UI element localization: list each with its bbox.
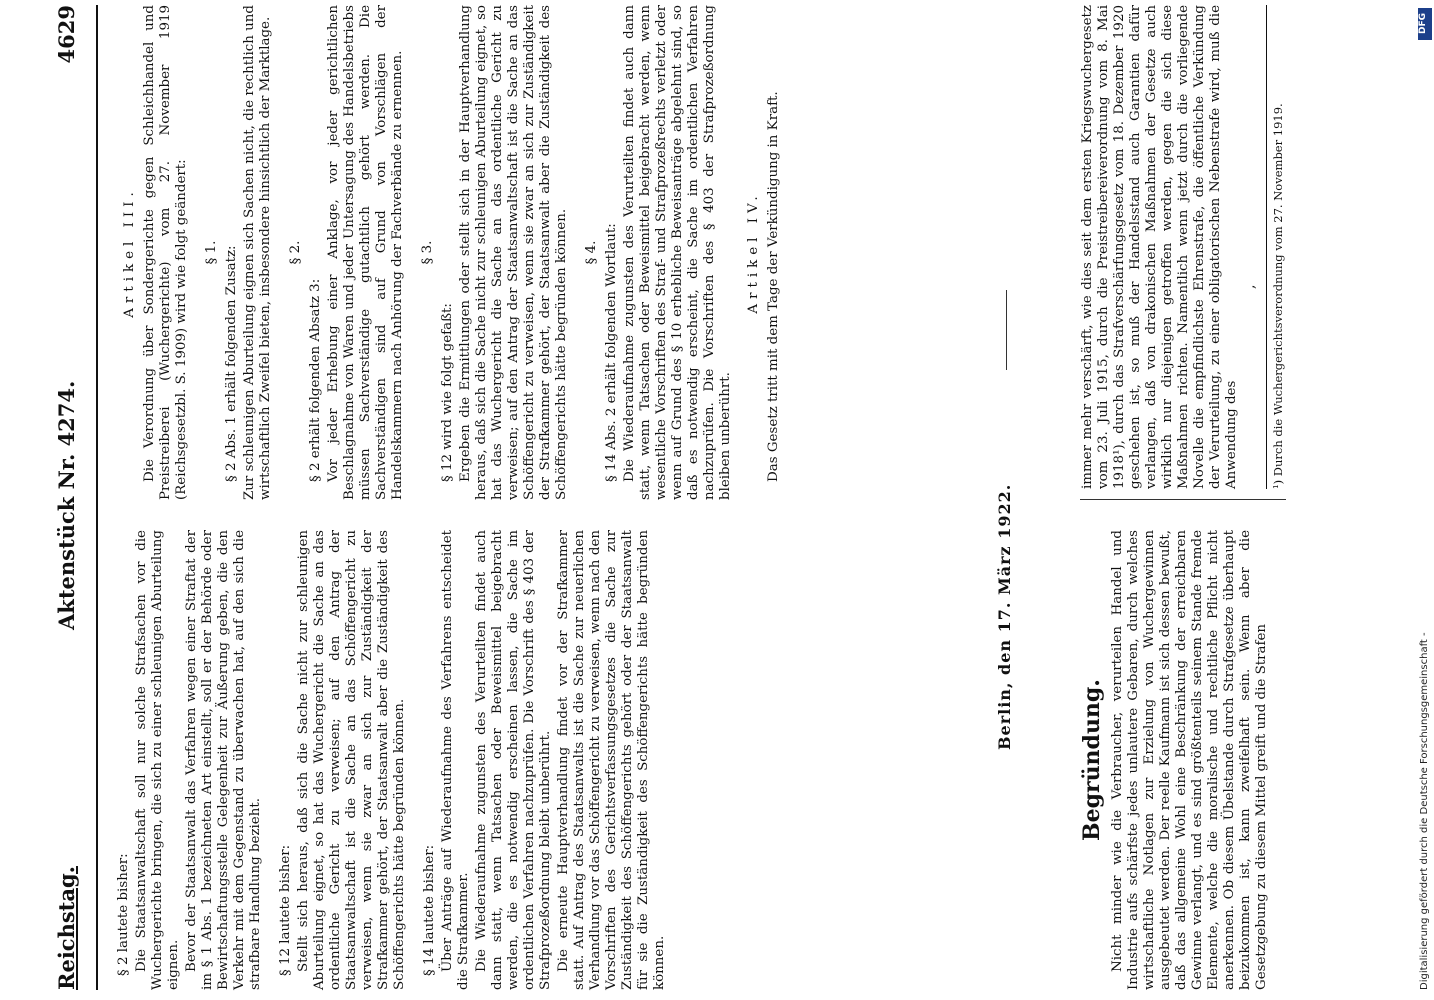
paragraph: immer mehr verschärft, wie dies seit dem ersten Kriegswuchergesetz vom 23. Juli 1915, durch die Preistreibereiverordnung vom 8. Mai 1918¹), durch das Strafverschärfungsgesetz vom 18. Dezember 1920 geschehen ist, so muß der Handelsstand auch Garantien dafür verlangen, daß von drakonischen Maßnahmen der Gesetze auch wirklich nur diejenigen getroffen werden, gegen die sich diese Maßnahmen richten. Namentlich wenn jetzt durch die vorliegende Novelle die empfindlichste Ehrenstrafe, die öffentliche Verkündung der Verurteilung, zu einer obligatorischen Nebenstrafe wird, muß die Anwendung des xyxy=(1080,5,1239,489)
paragraph: § 14 Abs. 2 erhält folgenden Wortlaut: xyxy=(604,223,619,482)
artikel-heading: Artikel III. xyxy=(122,187,137,318)
artikel-heading: Artikel IV. xyxy=(746,191,761,314)
divider xyxy=(1006,290,1007,370)
paragraph: § 2 Abs. 1 erhält folgenden Zusatz: xyxy=(224,245,239,482)
mark: , xyxy=(1242,284,1258,289)
logo-text: DFG xyxy=(1418,12,1428,34)
header-title: Aktenstück Nr. 4274. xyxy=(54,380,79,630)
paragraph: § 2 erhält folgenden Absatz 3: xyxy=(308,278,323,482)
paragraph: Stellt sich heraus, daß sich die Sache nicht zur schleunigen Aburteilung eignet, so hat das Wuchergericht die Sache an das ordentliche Gericht zu verweisen; auf den Antrag der Staatsanwaltschaft ist die Sache an das Schöffengericht zu verweisen, wenn sie zwar an sich zur Zuständigkeit der Strafkammer gehört, der Staatsanwalt aber die Zuständigkeit des Schöffengerichts hätte begründen können. xyxy=(296,530,407,990)
paragraph: Die Staatsanwaltschaft soll nur solche Strafsachen vor die Wuchergerichte bringen, die sich zu einer schleunigen Aburteilung eignen. xyxy=(134,530,181,990)
section-title: Begründung. xyxy=(1079,679,1105,841)
para-head: § 12 lautete bisher: xyxy=(278,844,293,976)
document-page xyxy=(20,5,1412,990)
paragraph: § 12 wird wie folgt gefaßt: xyxy=(440,303,455,482)
page-number: 4629 xyxy=(54,5,79,64)
para-head: § 14 lautete bisher: xyxy=(422,844,437,976)
begruendung-left xyxy=(1080,530,1272,990)
page-header xyxy=(54,5,98,990)
paragraph: Die Wiederaufnahme zugunsten des Verurteilten findet auch dann statt, wenn Tatsachen oder Beweismittel beigebracht werden, wenn wesentliche Vorschriften des Straf- und Strafprozeßrechts verletzt oder wenn auf Grund des § 10 erhebliche Beweisanträge abgelehnt sind, so daß es notwendig erscheint, die Sache im ordentlichen Verfahren nachzuprüfen. Die Vorschriften des § 403 der Strafprozeßordnung bleiben unberührt. xyxy=(622,5,733,500)
paragraph: Ergeben die Ermittlungen oder stellt sich in der Hauptverhandlung heraus, daß sich die Sache nicht zur schleunigen Aburteilung eignet, so hat das Wuchergericht die Sache an das ordentliche Gericht zu verweisen; auf den Antrag der Staatsanwaltschaft ist die Sache an das Schöffengericht zu verweisen, wenn sie zwar an sich zur Zuständigkeit der Strafkammer gehört, der Staatsanwalt aber die Zuständigkeit des Schöffengerichts hätte begründen können. xyxy=(458,5,569,500)
begruendung-right xyxy=(1080,5,1286,500)
right-column-top xyxy=(116,5,784,500)
paragraph: Zur schleunigen Aburteilung eignen sich Sachen nicht, die rechtlich und wirtschaftlich Zweifel bieten, insbesondere hinsichtlich der Marktlage. xyxy=(242,5,273,500)
left-column-top xyxy=(116,530,670,990)
section-number: § 3. xyxy=(420,240,435,265)
paragraph: Nicht minder wie die Verbraucher, verurteilen Handel und Industrie aufs schärfste jedes unlautere Gebaren, durch welches wirtschaftliche Notlagen zur Erzielung von Wuchergewinnen ausgebeutet werden. Der reelle Kaufmann ist sich dessen bewußt, daß das allgemeine Wohl eine Beschränkung der erreichbaren Gewinne verlangt, und es sind größtenteils seinem Stande fremde Elemente, welche die moralische und rechtliche Pflicht nicht anerkennen. Ob diesem Übelstande durch Strafgesetze überhaupt beizukommen ist, kann zweifelhaft sein. Wenn aber die Gesetzgebung zu diesem Mittel greift und die Strafen xyxy=(1110,530,1269,990)
header-rule xyxy=(96,5,98,990)
para-head: § 2 lautete bisher: xyxy=(116,853,131,976)
funding-notice: Digitalisierung gefördert durch die Deutsche Forschungsgemeinschaft - xyxy=(1419,632,1430,990)
footnote: ¹) Durch die Wuchergerichtsverordnung vom 27. November 1919. xyxy=(1266,5,1286,489)
paragraph: Die Wiederaufnahme zugunsten des Verurteilten findet auch dann statt, wenn Tatsachen oder Beweismittel beigebracht werden, die es notwendig erscheinen lassen, die Sache im ordentlichen Verfahren nachzuprüfen. Die Vorschrift des § 403 der Strafprozeßordnung bleibt unberührt. xyxy=(474,530,553,990)
section-number: § 4. xyxy=(584,240,599,265)
section-number: § 1. xyxy=(204,240,219,265)
paragraph: Das Gesetz tritt mit dem Tage der Verkündigung in Kraft. xyxy=(766,91,781,482)
section-number: § 2. xyxy=(288,240,303,265)
paragraph: Bevor der Staatsanwalt das Verfahren wegen einer Straftat der im § 1 Abs. 1 bezeichneten Art einstellt, soll er der Behörde oder Bewirtschaftungsstelle Gelegenheit zur Äußerung geben, die den Verkehr mit dem Gegenstand zu überwachen hat, auf den sich die strafbare Handlung bezieht. xyxy=(184,530,263,990)
signature-block xyxy=(995,250,1013,750)
paragraph: Die erneute Hauptverhandlung findet vor der Strafkammer statt. Auf Antrag des Staatsanwalts ist die Sache zur neuerlichen Verhandlung vor das Schöffengericht zu verweisen, wenn nach den Vorschriften des Gerichtsverfassungsgesetzes die Sache zur Zuständigkeit des Schöffengerichts gehört oder der Staatsanwalt für sie die Zuständigkeit des Schöffengerichts hätte begründen können. xyxy=(556,530,667,990)
header-left: Reichstag. xyxy=(54,866,79,990)
digitization-sidebar xyxy=(1418,0,1432,1000)
paragraph: Vor jeder Erhebung einer Anklage, vor jeder gerichtlichen Beschlagnahme von Waren und jeder Untersagung des Handelsbetriebs müssen Sachverständige gutachtlich gehört werden. Die Sachverständigen sind auf Grund von Vorschlägen der Handelskammern nach Anhörung der Fachverbände zu ernennen. xyxy=(326,5,405,500)
paragraph: Die Verordnung über Sondergerichte gegen Schleichhandel und Preistreiberei (Wuchergerichte) vom 27. November 1919 (Reichsgesetzbl. S. 1909) wird wie folgt geändert: xyxy=(142,5,189,500)
paragraph: Über Anträge auf Wiederaufnahme des Verfahrens entscheidet die Strafkammer. xyxy=(440,530,471,990)
signature-line: Berlin, den 17. März 1922. xyxy=(995,483,1014,750)
dfg-logo xyxy=(1418,8,1432,40)
